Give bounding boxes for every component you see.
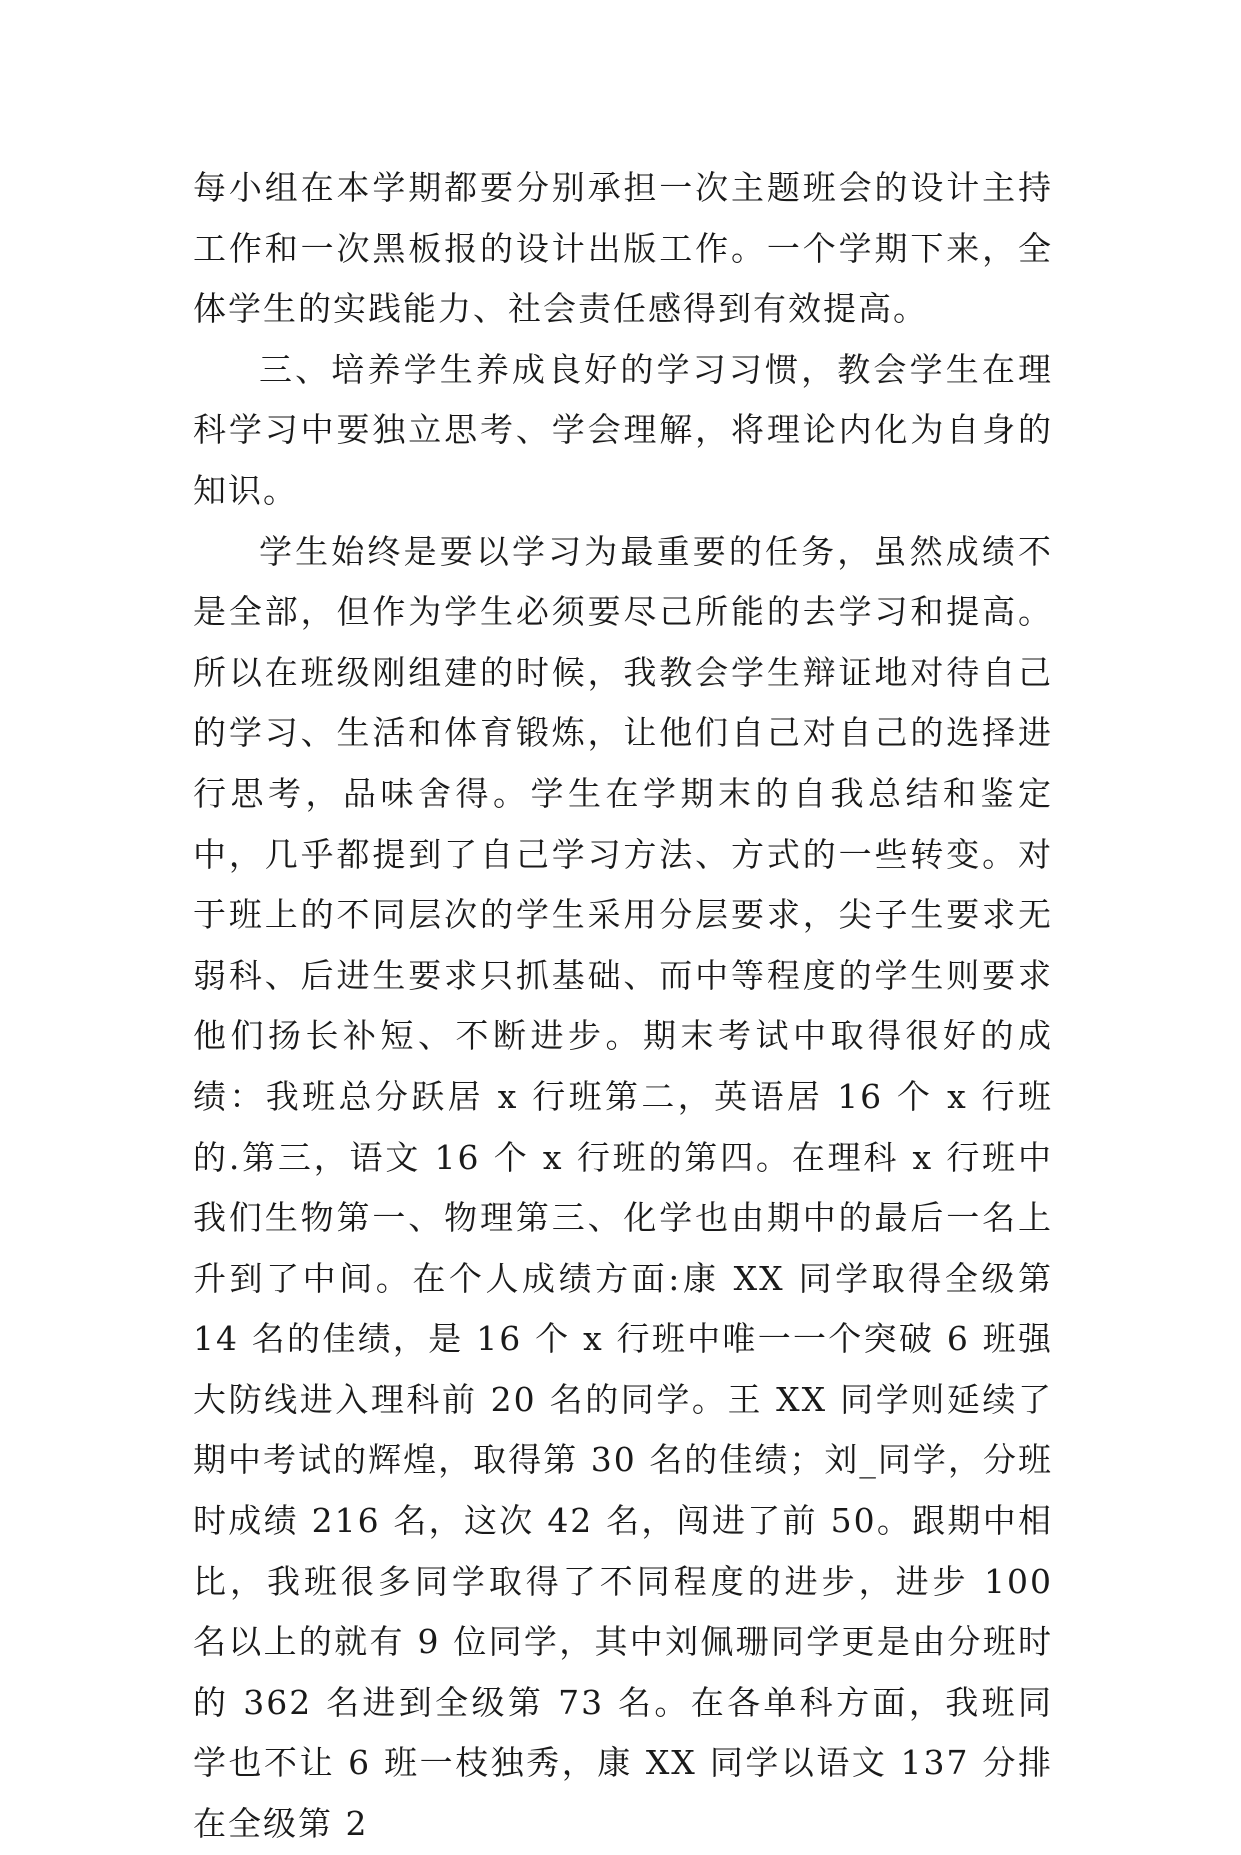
document-body — [193, 158, 1053, 1855]
paragraph-1: 每小组在本学期都要分别承担一次主题班会的设计主持工作和一次黑板报的设计出版工作。一个学期下来，全体学生的实践能力、社会责任感得到有效提高。 — [193, 168, 1053, 329]
paragraph-3: 学生始终是要以学习为最重要的任务，虽然成绩不是全部，但作为学生必须要尽己所能的去学习和提高。所以在班级刚组建的时候，我教会学生辩证地对待自己的学习、生活和体育锻炼，让他们自己对自己的选择进行思考，品味舍得。学生在学期末的自我总结和鉴定中，几乎都提到了自己学习方法、方式的一些转变。对于班上的不同层次的学生采用分层要求，尖子生要求无弱科、后进生要求只抓基础、而中等程度的学生则要求他们扬长补短、不断进步。期末考试中取得很好的成绩：我班总分跃居 x 行班第二，英语居 16 个 x 行班的.第三，语文 16 个 x 行班的第四。在理科 x 行班中我们生物第一、物理第三、化学也由期中的最后一名上升到了中间。在个人成绩方面:康 XX 同学取得全级第 14 名的佳绩，是 16 个 x 行班中唯一一个突破 6 班强大防线进入理科前 20 名的同学。王 XX 同学则延续了期中考试的辉煌，取得第 30 名的佳绩；刘_同学，分班时成绩 216 名，这次 42 名，闯进了前 50。跟期中相比，我班很多同学取得了不同程度的进步，进步 100 名以上的就有 9 位同学，其中刘佩珊同学更是由分班时的 362 名进到全级第 73 名。在各单科方面，我班同学也不让 6 班一枝独秀，康 XX 同学以语文 137 分排在全级第 2 — [193, 531, 1053, 1844]
paragraph-2: 三、培养学生养成良好的学习习惯，教会学生在理科学习中要独立思考、学会理解，将理论内化为自身的知识。 — [193, 349, 1053, 510]
